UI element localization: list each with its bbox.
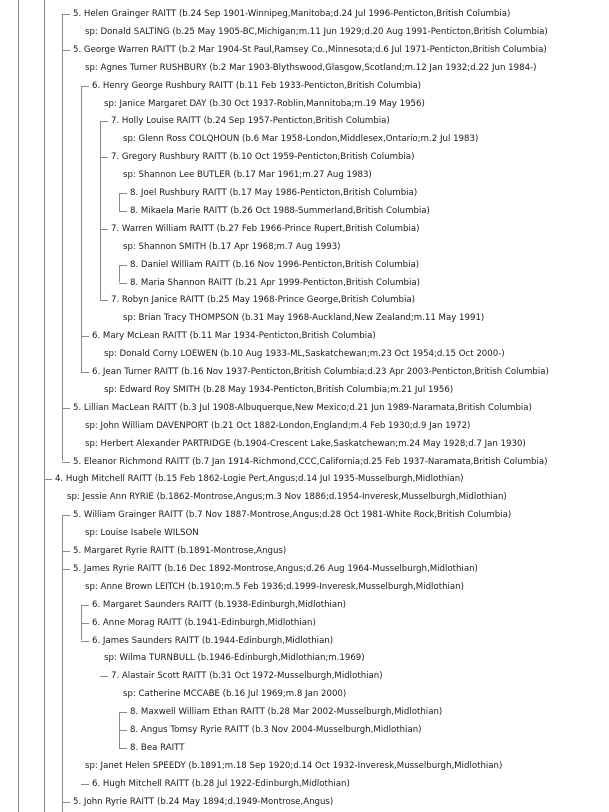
person-entry: 5. John Ryrie RAITT (b.24 May 1894;d.1949-Montrose,Angus) [73, 796, 334, 807]
spouse-entry: sp: Herbert Alexander PARTRIDGE (b.1904-Crescent Lake,Saskatchewan;m.24 May 1928;d.7 Jan 1930) [85, 438, 526, 449]
tree-branch-line [119, 730, 127, 731]
spouse-entry: sp: John William DAVENPORT (b.21 Oct 1882-London,England;m.4 Feb 1930;d.9 Jan 1972) [85, 420, 471, 431]
tree-connector-line [100, 121, 101, 157]
tree-branch-line [100, 157, 108, 158]
person-entry: 6. Mary McLean RAITT (b.11 Mar 1934-Penticton,British Columbia) [92, 331, 376, 342]
tree-connector-line [119, 193, 120, 211]
tree-branch-line [62, 515, 70, 516]
spouse-entry: sp: Shannon Lee BUTLER (b.17 Mar 1961;m.27 Aug 1983) [123, 170, 372, 181]
tree-branch-line [62, 569, 70, 570]
spouse-entry: sp: Janet Helen SPEEDY (b.1891;m.18 Sep 1920;d.14 Oct 1932-Inveresk,Musselburgh,Midlothian) [85, 760, 503, 771]
person-entry: 5. Helen Grainger RAITT (b.24 Sep 1901-Winnipeg,Manitoba;d.24 Jul 1996-Penticton,British Columbia) [73, 9, 511, 19]
person-entry: 7. Warren William RAITT (b.27 Feb 1966-Prince Rupert,British Columbia) [111, 223, 420, 234]
tree-connector-line [62, 50, 63, 408]
person-entry: 8. Joel Rushbury RAITT (b.17 May 1986-Penticton,British Columbia) [130, 188, 418, 198]
tree-branch-line [81, 86, 89, 87]
tree-connector-line [62, 515, 63, 551]
person-entry: 7. Robyn Janice RAITT (b.25 May 1968-Prince George,British Columbia) [111, 295, 416, 306]
person-entry: 6. James Saunders RAITT (b.1944-Edinburgh,Midlothian) [92, 635, 334, 646]
person-entry: 5. William Grainger RAITT (b.7 Nov 1887-Montrose,Angus;d.28 Oct 1981-White Rock,British Columbia) [73, 510, 512, 521]
person-entry: 7. Alastair Scott RAITT (b.31 Oct 1972-Musselburgh,Midlothian) [111, 671, 383, 682]
spouse-entry: sp: Glenn Ross COLQHOUN (b.6 Mar 1958-London,Middlesex,Ontario;m.2 Jul 1983) [123, 134, 479, 145]
person-entry: 7. Holly Louise RAITT (b.24 Sep 1957-Penticton,British Columbia) [111, 116, 390, 127]
spouse-entry: sp: Shannon SMITH (b.17 Apr 1968;m.7 Aug 1993) [123, 241, 341, 252]
tree-connector-line [44, 0, 45, 479]
person-entry: 5. Lillian MacLean RAITT (b.3 Jul 1908-Albuquerque,New Mexico;d.21 Jun 1989-Naramata,British Columbia) [73, 402, 532, 413]
tree-connector-line [81, 605, 82, 623]
person-entry: 5. Eleanor Richmond RAITT (b.7 Jan 1914-Richmond,CCC,California;d.25 Feb 1937-Naramata,British Columbia) [73, 456, 548, 467]
tree-branch-line [119, 193, 127, 194]
tree-branch-line [62, 14, 70, 15]
tree-connector-line [62, 802, 63, 812]
spouse-entry: sp: Catherine MCCABE (b.16 Jul 1969;m.8 Jan 2000) [123, 689, 347, 700]
tree-branch-line [81, 605, 89, 606]
tree-connector-line [119, 712, 120, 730]
person-entry: 5. Margaret Ryrie RAITT (b.1891-Montrose,Angus) [73, 546, 287, 556]
tree-connector-line [62, 408, 63, 462]
tree-branch-line [62, 50, 70, 51]
person-entry: 5. George Warren RAITT (b.2 Mar 1904-St Paul,Ramsey Co.,Minnesota;d.6 Jul 1971-Penticton,British Columbia) [73, 44, 547, 55]
tree-connector-line [18, 0, 19, 812]
tree-branch-line [100, 676, 108, 677]
person-entry: 6. Jean Turner RAITT (b.16 Nov 1937-Penticton,British Columbia;d.23 Apr 2003-Penticton,British Columbia) [92, 367, 549, 377]
tree-branch-line [81, 641, 89, 642]
spouse-entry: sp: Louise Isabele WILSON [85, 528, 199, 539]
person-entry: 7. Gregory Rushbury RAITT (b.10 Oct 1959-Penticton,British Columbia) [111, 152, 415, 163]
tree-connector-line [44, 479, 45, 812]
spouse-entry: sp: Edward Roy SMITH (b.28 May 1934-Penticton,British Columbia;m.21 Jul 1956) [104, 384, 454, 395]
person-entry: 8. Angus Tomsy Ryrie RAITT (b.3 Nov 2004-Musselburgh,Midlothian) [130, 725, 422, 735]
tree-branch-line [100, 121, 108, 122]
tree-branch-line [119, 712, 127, 713]
tree-branch-line [119, 211, 127, 212]
person-entry: 6. Margaret Saunders RAITT (b.1938-Edinburgh,Midlothian) [92, 599, 346, 610]
tree-branch-line [44, 479, 52, 480]
tree-connector-line [62, 569, 63, 802]
spouse-entry: sp: Donald SALTING (b.25 May 1905-BC,Michigan;m.11 Jun 1929;d.20 Aug 1991-Penticton,British Columbia) [85, 26, 548, 37]
tree-connector-line [81, 623, 82, 641]
tree-connector-line [100, 229, 101, 301]
spouse-entry: sp: Wilma TURNBULL (b.1946-Edinburgh,Midlothian;m.1969) [104, 653, 365, 664]
tree-connector-line [81, 86, 82, 337]
tree-connector-line [62, 14, 63, 50]
spouse-entry: sp: Donald Corny LOEWEN (b.10 Aug 1933-ML,Saskatchewan;m.23 Oct 1954;d.15 Oct 2000-) [104, 349, 505, 360]
person-entry: 6. Anne Morag RAITT (b.1941-Edinburgh,Midlothian) [92, 617, 316, 628]
tree-connector-line [119, 730, 120, 748]
person-entry: 8. Daniel William RAITT (b.16 Nov 1996-Penticton,British Columbia) [130, 259, 420, 270]
tree-branch-line [81, 336, 89, 337]
person-entry: 8. Bea RAITT [130, 742, 185, 753]
person-entry: 5. James Ryrie RAITT (b.16 Dec 1892-Montrose,Angus;d.26 Aug 1964-Musselburgh,Midlothian) [73, 563, 478, 574]
tree-branch-line [81, 372, 89, 373]
tree-branch-line [119, 265, 127, 266]
person-entry: 8. Maria Shannon RAITT (b.21 Apr 1999-Penticton,British Columbia) [130, 277, 420, 288]
tree-branch-line [62, 408, 70, 409]
tree-connector-line [119, 265, 120, 283]
spouse-entry: sp: Agnes Turner RUSHBURY (b.2 Mar 1903-Blythswood,Glasgow,Scotland;m.12 Jan 1932;d.22 Jun 1984-) [85, 62, 537, 73]
tree-connector-line [62, 551, 63, 569]
person-entry: 8. Mikaela Marie RAITT (b.26 Oct 1988-Summerland,British Columbia) [130, 205, 430, 216]
person-entry: 4. Hugh Mitchell RAITT (b.15 Feb 1862-Logie Pert,Angus;d.14 Jul 1935-Musselburgh,Midlothian) [55, 474, 464, 485]
tree-branch-line [62, 802, 70, 803]
tree-branch-line [119, 748, 127, 749]
spouse-entry: sp: Anne Brown LEITCH (b.1910;m.5 Feb 1936;d.1999-Inveresk,Musselburgh,Midlothian) [85, 581, 464, 592]
tree-branch-line [62, 462, 70, 463]
tree-branch-line [81, 784, 89, 785]
spouse-entry: sp: Janice Margaret DAY (b.30 Oct 1937-Roblin,Mannitoba;m.19 May 1956) [104, 98, 425, 109]
person-entry: 8. Maxwell William Ethan RAITT (b.28 Mar 2002-Musselburgh,Midlothian) [130, 707, 443, 718]
tree-branch-line [100, 229, 108, 230]
tree-branch-line [100, 300, 108, 301]
spouse-entry: sp: Brian Tracy THOMPSON (b.31 May 1968-Auckland,New Zealand;m.11 May 1991) [123, 313, 485, 324]
spouse-entry: sp: Jessie Ann RYRIE (b.1862-Montrose,Angus;m.3 Nov 1886;d.1954-Inveresk,Musselburgh,Midlothian) [67, 492, 507, 503]
tree-branch-line [81, 623, 89, 624]
tree-branch-line [119, 283, 127, 284]
tree-connector-line [81, 336, 82, 372]
tree-connector-line [100, 157, 101, 229]
tree-branch-line [62, 551, 70, 552]
person-entry: 6. Henry George Rushbury RAITT (b.11 Feb 1933-Penticton,British Columbia) [92, 80, 422, 91]
person-entry: 6. Hugh Mitchell RAITT (b.28 Jul 1922-Edinburgh,Midlothian) [92, 778, 350, 789]
